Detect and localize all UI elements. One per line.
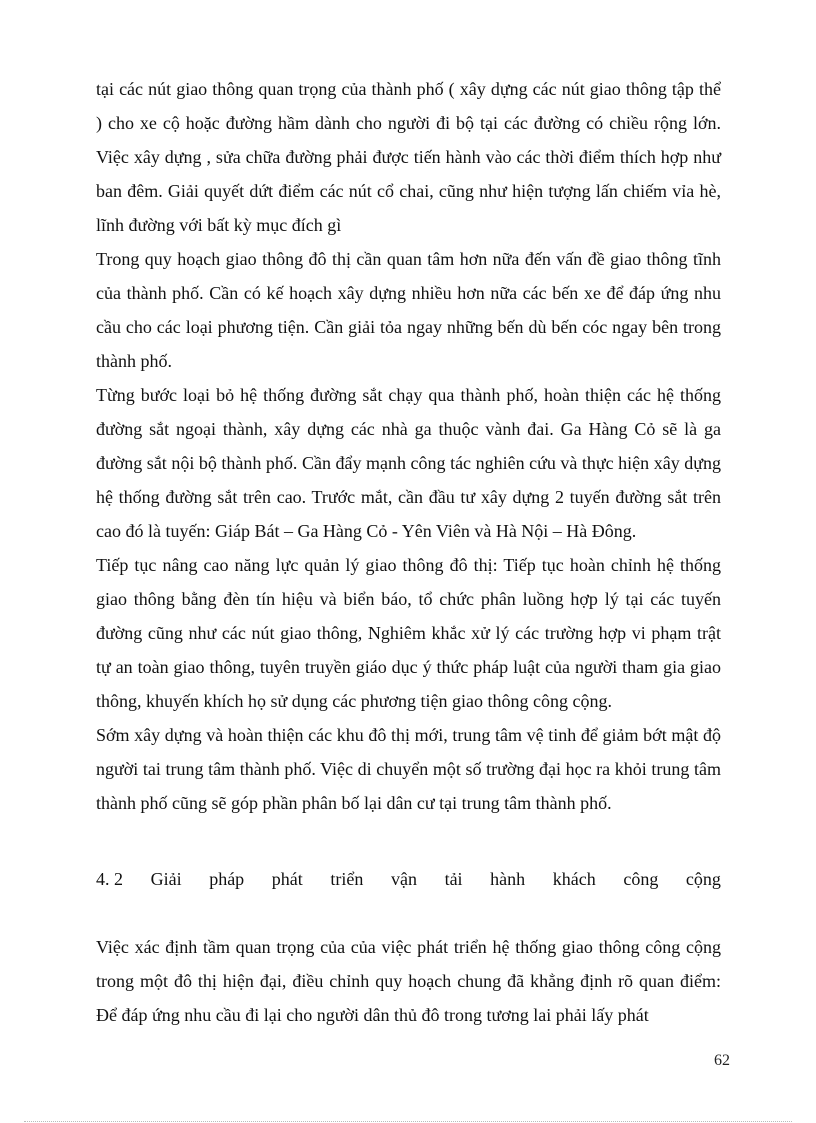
- heading-word: công: [623, 869, 659, 889]
- paragraph-3: Từng bước loại bỏ hệ thống đường sắt chạy qua thành phố, hoàn thiện các hệ thống đường sắt ngoại thành, xây dựng các nhà ga thuộc vành đai. Ga Hàng Cỏ sẽ là ga đường sắt nội bộ thành phố. Cần đẩy mạnh công tác nghiên cứu và thực hiện xây dựng hệ thống đường sắt trên cao. Trước mắt, cần đầu tư xây dựng 2 tuyến đường sắt trên cao đó là tuyến: Giáp Bát – Ga Hàng Cỏ - Yên Viên và Hà Nội – Hà Đông.: [96, 385, 721, 541]
- paragraph-1: tại các nút giao thông quan trọng của thành phố ( xây dựng các nút giao thông tập thể ) cho xe cộ hoặc đường hầm dành cho người đi bộ tại các đường có chiều rộng lớn. Việc xây dựng , sửa chữa đường phải được tiến hành vào các thời điểm thích hợp như ban đêm. Giải quyết dứt điểm các nút cổ chai, cũng như hiện tượng lấn chiếm vỉa hè, lĩnh đường với bất kỳ mục đích gì: [96, 79, 721, 235]
- section-heading: [96, 862, 721, 896]
- heading-word: cộng: [685, 869, 721, 889]
- heading-word: Giải: [150, 869, 182, 889]
- heading-word: triển: [330, 869, 364, 889]
- body-text: [96, 72, 721, 820]
- heading-word: pháp: [209, 869, 245, 889]
- section-number: 4. 2: [96, 869, 123, 889]
- page-number: 62: [714, 1052, 730, 1069]
- paragraph-5: Sớm xây dựng và hoàn thiện các khu đô thị mới, trung tâm vệ tinh để giảm bớt mật độ người tai trung tâm thành phố. Việc di chuyển một số trường đại học ra khỏi trung tâm thành phố cũng sẽ góp phần phân bố lại dân cư tại trung tâm thành phố.: [96, 725, 721, 813]
- heading-word: vận: [390, 869, 417, 889]
- page-bottom-divider: [24, 1121, 792, 1122]
- paragraph-4: Tiếp tục nâng cao năng lực quản lý giao thông đô thị: Tiếp tục hoàn chỉnh hệ thống giao thông bằng đèn tín hiệu và biển báo, tổ chức phân luồng hợp lý tại các tuyến đường cũng như các nút giao thông, Nghiêm khắc xử lý các trường hợp vi phạm trật tự an toàn giao thông, tuyên truyền giáo dục ý thức pháp luật của người tham gia giao thông, khuyến khích họ sử dụng các phương tiện giao thông công cộng.: [96, 555, 721, 711]
- heading-word: tải: [444, 869, 463, 889]
- paragraph-2: Trong quy hoạch giao thông đô thị cần quan tâm hơn nữa đến vấn đề giao thông tĩnh của thành phố. Cần có kế hoạch xây dựng nhiều hơn nữa các bến xe để đáp ứng nhu cầu cho các loại phương tiện. Cần giải tỏa ngay những bến dù bến cóc ngay bên trong thành phố.: [96, 249, 721, 371]
- heading-word: phát: [271, 869, 303, 889]
- heading-word: khách: [552, 869, 596, 889]
- heading-word: hành: [490, 869, 526, 889]
- section-paragraph: Việc xác định tầm quan trọng của của việc phát triển hệ thống giao thông công cộng trong một đô thị hiện đại, điều chỉnh quy hoạch chung đã khẳng định rõ quan điểm: Để đáp ứng nhu cầu đi lại cho người dân thủ đô trong tương lai phải lấy phát: [96, 937, 721, 1025]
